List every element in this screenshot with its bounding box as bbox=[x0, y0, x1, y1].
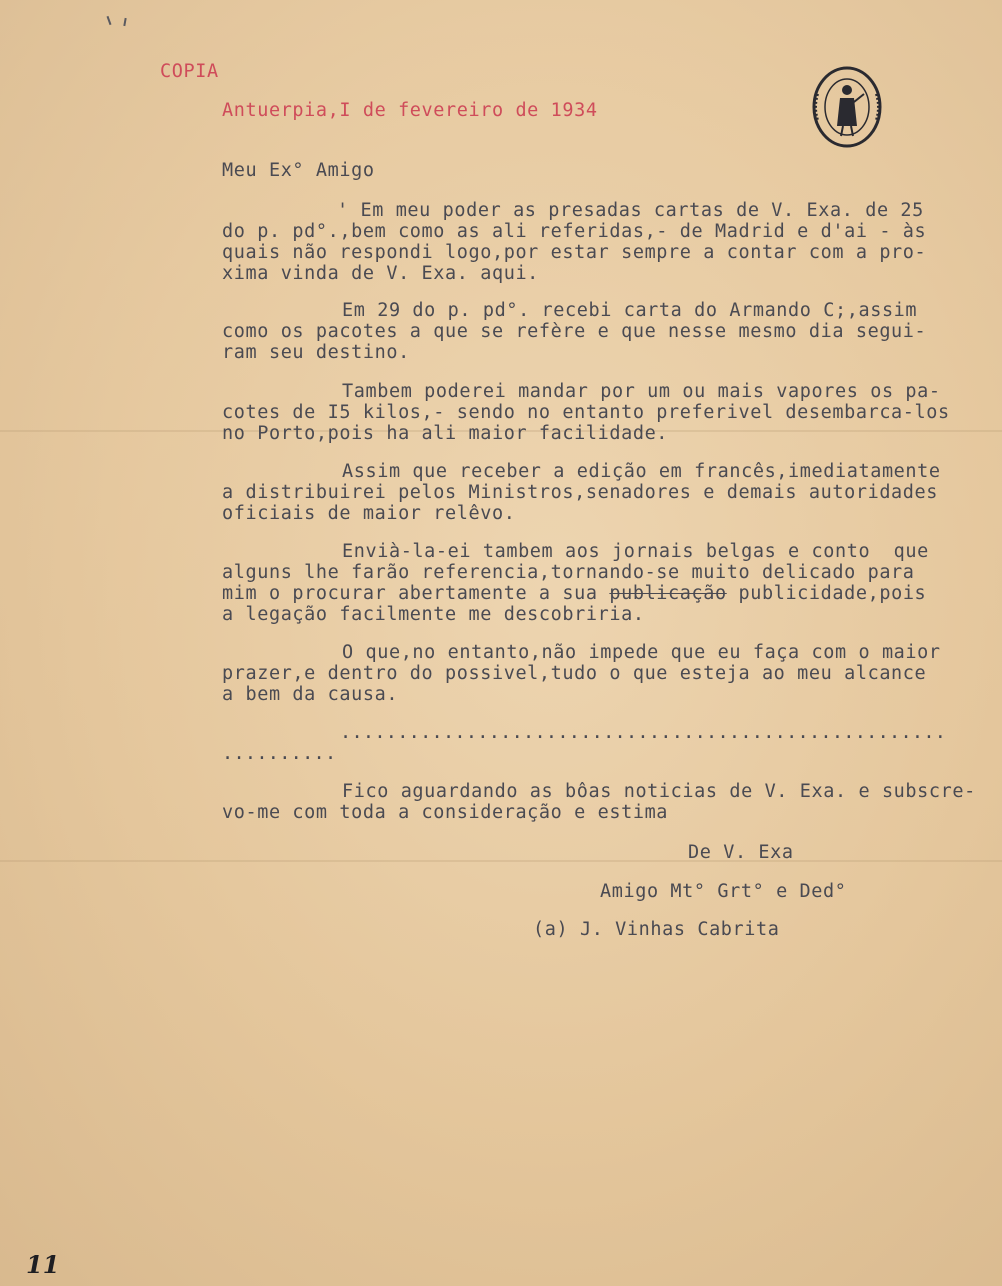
signature: (a) J. Vinhas Cabrita bbox=[533, 919, 780, 940]
dotted-line: .......... bbox=[222, 743, 337, 764]
paragraph-1-line: xima vinda de V. Exa. aqui. bbox=[222, 263, 539, 284]
place-date: Antuerpia,I de fevereiro de 1934 bbox=[222, 100, 598, 121]
paragraph-6-line: a bem da causa. bbox=[222, 684, 399, 705]
closing-line: Amigo Mt° Grt° e Ded° bbox=[600, 881, 847, 902]
copy-label: COPIA bbox=[160, 61, 219, 82]
paragraph-2-line: Em 29 do p. pd°. recebi carta do Armando C;,assim bbox=[342, 300, 918, 321]
paragraph-5-text: publicidade,pois bbox=[726, 583, 927, 604]
dotted-line: ..................................................... bbox=[340, 722, 947, 743]
paragraph-4-line: Assim que receber a edição em francês,imediatamente bbox=[342, 461, 941, 482]
paragraph-5-line bbox=[222, 584, 926, 604]
folio-number: 11 bbox=[26, 1250, 60, 1279]
closing-line: De V. Exa bbox=[688, 842, 794, 863]
paragraph-4-line: oficiais de maior relêvo. bbox=[222, 503, 516, 524]
paragraph-6-line: O que,no entanto,não impede que eu faça com o maior bbox=[342, 642, 941, 663]
salutation: Meu Ex° Amigo bbox=[222, 160, 375, 181]
paragraph-7-line: Fico aguardando as bôas noticias de V. Exa. e subscre- bbox=[342, 781, 976, 802]
paragraph-1-line: do p. pd°.,bem como as ali referidas,- de Madrid e d'ai - às bbox=[222, 221, 927, 242]
paragraph-5-line: Envià-la-ei tambem aos jornais belgas e conto que bbox=[342, 541, 929, 562]
paper-fold bbox=[0, 860, 1002, 862]
paragraph-3-line: cotes de I5 kilos,- sendo no entanto preferivel desembarca-los bbox=[222, 402, 950, 423]
paragraph-4-line: a distribuirei pelos Ministros,senadores e demais autoridades bbox=[222, 482, 939, 503]
paragraph-5-text: mim o procurar abertamente a sua bbox=[222, 583, 610, 604]
paragraph-3-line: Tambem poderei mandar por um ou mais vapores os pa- bbox=[342, 381, 941, 402]
paragraph-5-line: alguns lhe farão referencia,tornando-se muito delicado para bbox=[222, 562, 915, 583]
paragraph-3-line: no Porto,pois ha ali maior facilidade. bbox=[222, 423, 669, 444]
paragraph-7-line: vo-me com toda a consideração e estima bbox=[222, 802, 669, 823]
paragraph-2-line: ram seu destino. bbox=[222, 342, 410, 363]
paragraph-2-line: como os pacotes a que se refère e que nesse mesmo dia segui- bbox=[222, 321, 927, 342]
paragraph-6-line: prazer,e dentro do possivel,tudo o que esteja ao meu alcance bbox=[222, 663, 927, 684]
paragraph-1-line: quais não respondi logo,por estar sempre a contar com a pro- bbox=[222, 242, 927, 263]
library-stamp-seal-icon bbox=[810, 64, 884, 150]
paragraph-5-line: a legação facilmente me descobriria. bbox=[222, 604, 645, 625]
paragraph-1-line: ' Em meu poder as presadas cartas de V. Exa. de 25 bbox=[337, 200, 924, 221]
struck-out-word: publicação bbox=[609, 583, 727, 604]
